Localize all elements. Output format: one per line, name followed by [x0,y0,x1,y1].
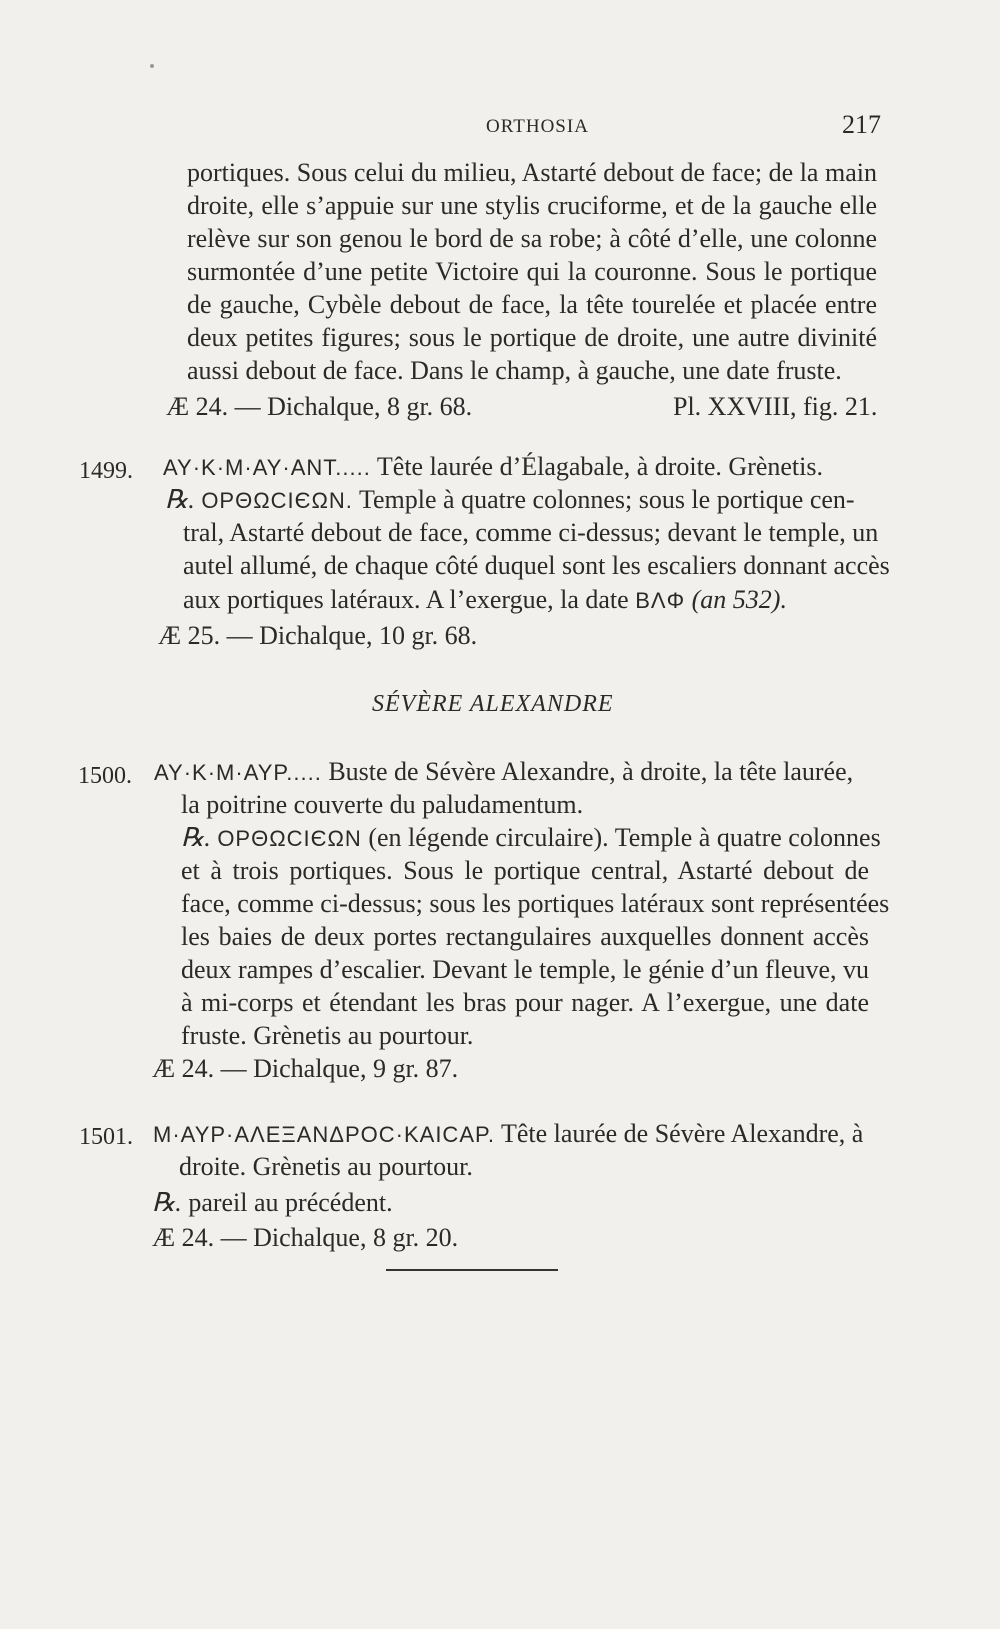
obverse-description: Tête laurée d’Élagabale, à droite. Grènetis. [376,452,823,481]
entry-number: 1501. [79,1124,133,1150]
obverse-description: Tête laurée de Sévère Alexandre, à [500,1119,864,1148]
entry-number: 1499. [79,458,133,484]
reverse-description: (en légende circulaire). Temple à quatre colonnes [368,823,881,852]
entry-reverse-line: à mi-corps et étendant les bras pour nager. A l’exergue, une date [181,988,869,1017]
obverse-legend: M·AYP·AΛEΞANΔPOC·KAICAP. [153,1122,495,1147]
obverse-legend: AY·K·M·AY·ANT..... [163,455,371,480]
intro-line: portiques. Sous celui du milieu, Astarté debout de face; de la main [187,158,877,187]
entry-reverse-last: fruste. Grènetis au pourtour. [181,1021,474,1050]
entry-reverse-line: et à trois portiques. Sous le portique central, Astarté debout de [181,856,869,885]
obverse-legend: AY·K·M·AYP..... [154,760,322,785]
entry-obverse-line: droite. Grènetis au pourtour. [179,1152,473,1181]
reverse-legend: OPΘΩCIЄΩN [217,826,362,851]
reverse-description: Temple à quatre colonnes; sous le portique cen- [358,485,855,514]
obverse-description: Buste de Sévère Alexandre, à droite, la tête laurée, [328,757,854,786]
intro-line: surmontée d’une petite Victoire qui la couronne. Sous le portique [187,257,877,286]
section-title: SÉVÈRE ALEXANDRE [372,691,614,717]
entry-obverse [153,1118,863,1151]
entry-number: 1500. [78,763,132,789]
reverse-symbol: ℞. [165,485,195,514]
end-rule [386,1269,558,1271]
intro-line: droite, elle s’appuie sur une stylis cruciforme, et de la gauche elle [187,191,877,220]
running-header-title: ORTHOSIA [486,116,589,137]
date-legend: BΛΦ [635,588,686,613]
entry-reverse-line: autel allumé, de chaque côté duquel sont les escaliers donnant accès [183,551,890,580]
date-year: (an 532). [691,585,787,614]
reverse-description: aux portiques latéraux. A l’exergue, la date [183,585,629,614]
page-number: 217 [842,110,881,139]
intro-plate-reference: Pl. XXVIII, fig. 21. [673,392,878,421]
entry-metal: Æ 25. — Dichalque, 10 gr. 68. [158,621,478,650]
intro-metal: Æ 24. — Dichalque, 8 gr. 68. [166,392,473,421]
entry-obverse [154,756,853,789]
entry-reverse-line: tral, Astarté debout de face, comme ci-dessus; devant le temple, un [183,518,879,547]
reverse-description: pareil au précédent. [188,1188,393,1217]
intro-line: aussi debout de face. Dans le champ, à gauche, une date fruste. [187,356,842,385]
intro-line: deux petites figures; sous le portique de droite, une autre divinité [187,323,877,352]
entry-reverse-line: face, comme ci-dessus; sous les portiques latéraux sont représentées [181,889,890,918]
entry-reverse-first [181,822,881,855]
entry-reverse-first [165,484,877,517]
entry-obverse-line: la poitrine couverte du paludamentum. [181,790,584,819]
entry-obverse [163,451,823,484]
entry-metal: Æ 24. — Dichalque, 8 gr. 20. [152,1223,459,1252]
entry-reverse [152,1187,393,1219]
entry-reverse-line: deux rampes d’escalier. Devant le temple, le génie d’un fleuve, vu [181,955,870,984]
entry-reverse-line: les baies de deux portes rectangulaires auxquelles donnent accès [181,922,869,951]
reverse-symbol: ℞. [152,1188,182,1217]
page-speck [150,64,154,68]
reverse-legend: OPΘΩCIЄΩN. [201,488,353,513]
entry-reverse-last [183,584,787,617]
entry-metal: Æ 24. — Dichalque, 9 gr. 87. [152,1054,459,1083]
intro-line: de gauche, Cybèle debout de face, la tête tourelée et placée entre [187,290,877,319]
intro-line: relève sur son genou le bord de sa robe; à côté d’elle, une colonne [187,224,877,253]
reverse-symbol: ℞. [181,823,211,852]
